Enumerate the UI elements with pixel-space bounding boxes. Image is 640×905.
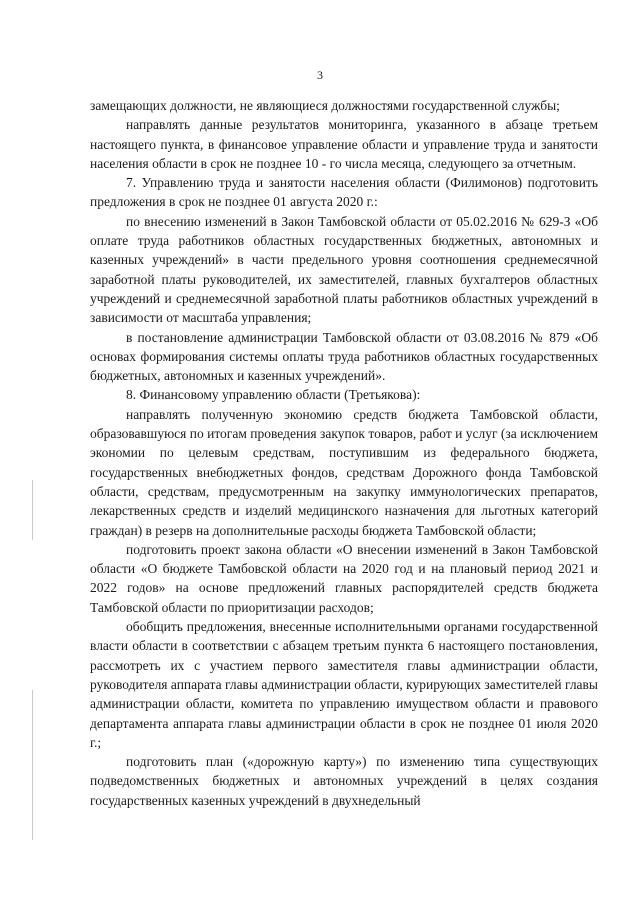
paragraph: по внесению изменений в Закон Тамбовской области от 05.02.2016 № 629-З «Об оплате труда работников областных государственных бюджетных, автономных и казенных учреждений» в части предельного уровня соотношения среднемесячной заработной платы руководителей, их заместителей, главных бухгалтеров областных учреждений и среднемесячной заработной платы работников областных учреждений в зависимости от масштаба управления; (90, 213, 598, 326)
paragraph: 7. Управлению труда и занятости населения области (Филимонов) подготовить предложения в срок не позднее 01 августа 2020 г.: (90, 175, 598, 210)
paragraph: подготовить план («дорожную карту») по изменению типа существующих подведомственных бюджетных и автономных учреждений в целях создания государственных казенных учреждений в двухнедельный (90, 754, 598, 808)
paragraph: в постановление администрации Тамбовской области от 03.08.2016 № 879 «Об основах формирования системы оплаты труда работников областных государственных бюджетных, автономных и казенных учреждений». (90, 329, 598, 384)
document-body (90, 96, 598, 810)
paragraph: подготовить проект закона области «О внесении изменений в Закон Тамбовской области «О бюджете Тамбовской области на 2020 год и на плановый период 2021 и 2022 годов» на основе предложений главных распорядителей средств бюджета Тамбовской области по приоритизации расходов; (90, 541, 598, 615)
paragraph: направлять данные результатов мониторинга, указанного в абзаце третьем настоящего пункта, в финансовое управление области и управление труда и занятости населения области в срок не позднее 10 - го числа месяца, следующего за отчетным. (90, 117, 598, 171)
scan-edge-mark (32, 480, 33, 540)
paragraph: замещающих должности, не являющиеся должностями государственной службы; (90, 98, 560, 113)
page-number: 3 (317, 68, 323, 82)
paragraph: 8. Финансовому управлению области (Третьякова): (126, 387, 421, 403)
paragraph: направлять полученную экономию средств бюджета Тамбовской области, образовавшуюся по итогам проведения закупок товаров, работ и услуг (за исключением экономии по целевым средствам, поступившим из федерального бюджета, государственных внебюджетных фондов, средствам Дорожного фонда Тамбовской области, средствам, предусмотренным на закупку иммунологических препаратов, лекарственных средств и изделий медицинского назначения для льготных категорий граждан) в резерв на дополнительные расходы бюджета Тамбовской области; (90, 406, 598, 538)
paragraph: обобщить предложения, внесенные исполнительными органами государственной власти области в соответствии с абзацем третьим пункта 6 настоящего постановления, рассмотреть их с участием первого заместителя главы администрации области, руководителя аппарата главы администрации области, курирующих заместителей главы администрации области, комитета по управлению имуществом области и правового департамента аппарата главы администрации области в срок не позднее 01 июля 2020 г.; (90, 619, 598, 750)
scan-edge-mark (32, 690, 33, 840)
